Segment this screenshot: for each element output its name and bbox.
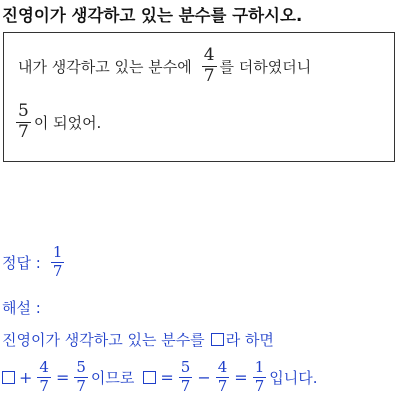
fraction-5-7: $\frac{5}{7}$ — [180, 358, 191, 395]
answer-line — [2, 245, 67, 280]
problem-box — [3, 32, 395, 162]
box-placeholder-icon — [2, 371, 15, 384]
minus-sign: − — [197, 367, 211, 387]
problem-line-1 — [18, 47, 311, 86]
answer-fraction: $\frac{1}{7}$ — [52, 243, 63, 280]
fraction-4-7: $\frac{4}{7}$ — [203, 45, 215, 86]
problem-text-suffix: 를 더하였더니 — [219, 57, 312, 76]
fraction-5-7: $\frac{5}{7}$ — [76, 358, 86, 395]
explanation-text-suffix: 라 하면 — [225, 331, 274, 349]
problem-line-2 — [16, 103, 101, 142]
explanation-line-1 — [2, 329, 274, 350]
equation-line — [2, 360, 318, 395]
explanation-text: 진영이가 생각하고 있는 분수를 — [2, 331, 205, 349]
box-placeholder-icon — [211, 333, 224, 346]
fraction-1-7: $\frac{1}{7}$ — [254, 358, 265, 395]
box-placeholder-icon — [143, 371, 156, 384]
fraction-4-7: $\frac{4}{7}$ — [39, 358, 49, 395]
plus-sign: + — [19, 367, 33, 387]
equals-sign: = — [234, 367, 248, 387]
equals-sign: = — [160, 367, 174, 387]
equals-sign: = — [55, 367, 70, 387]
problem-text-line2: 이 되었어. — [33, 113, 102, 132]
fraction-5-7: $\frac{5}{7}$ — [18, 101, 29, 142]
answer-label: 정답 : — [2, 253, 41, 272]
explanation-label: 해설 : — [2, 299, 41, 317]
problem-text: 내가 생각하고 있는 분수에 — [18, 57, 192, 76]
ending-text: 입니다. — [269, 368, 318, 387]
connector-text: 이므로 — [90, 368, 135, 387]
question-text: 진영이가 생각하고 있는 분수를 구하시오. — [2, 6, 303, 25]
fraction-4-7: $\frac{4}{7}$ — [217, 358, 228, 395]
